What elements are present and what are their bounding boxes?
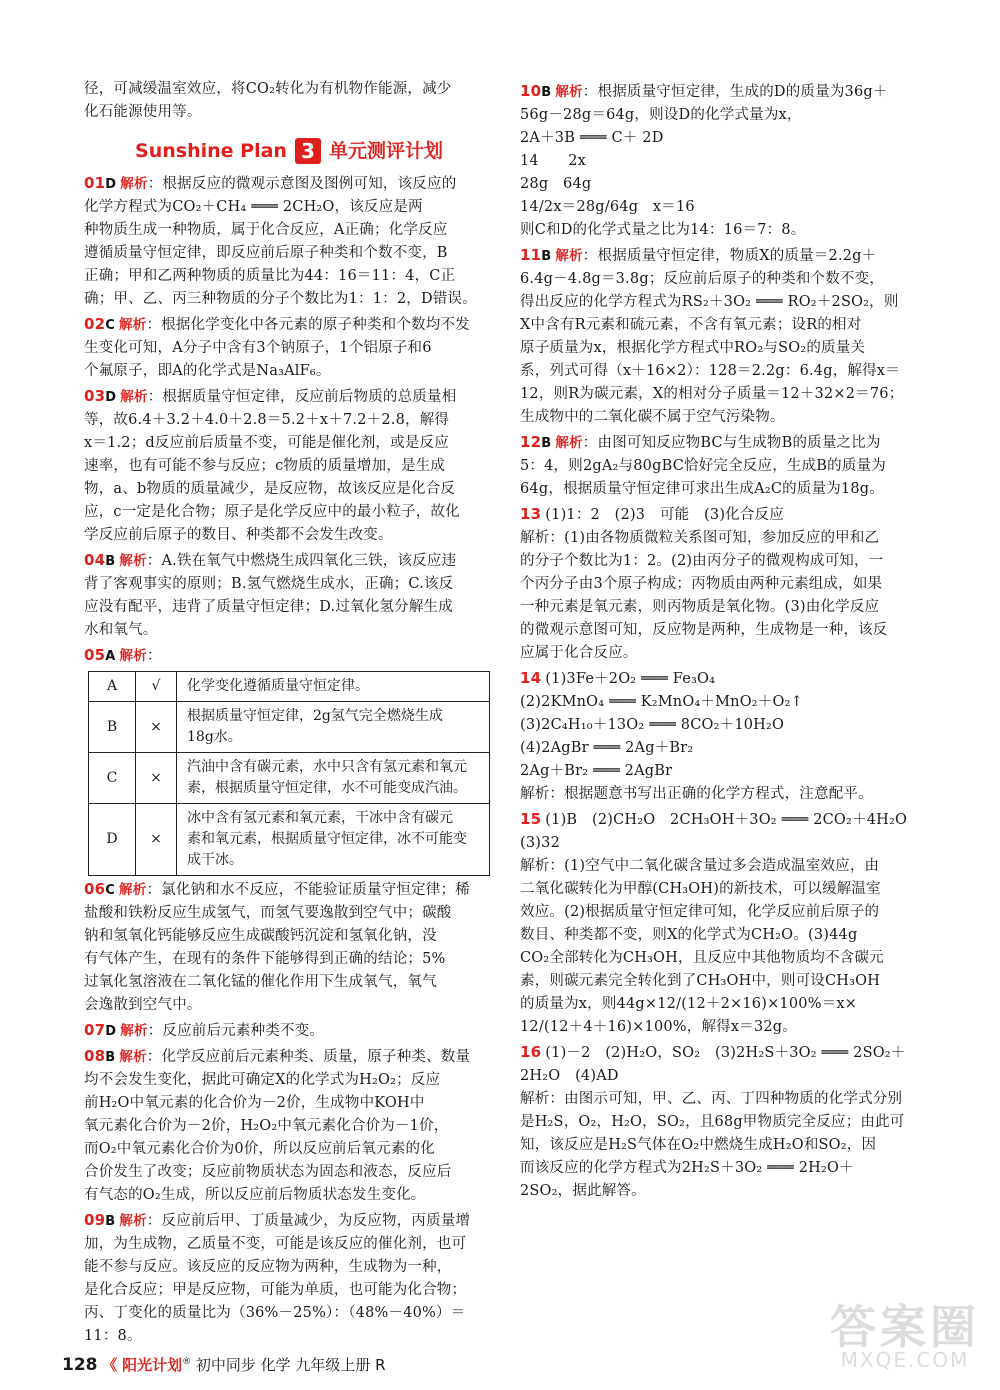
text-line: 化学变化遵循质量守恒定律。 — [187, 678, 369, 694]
table-row — [89, 804, 490, 876]
text-line: 2A＋3B ═══ C＋ 2D — [520, 130, 664, 146]
right-questions — [520, 80, 940, 1203]
analysis-label: 解析 — [119, 553, 147, 569]
question-number: 05 — [84, 646, 106, 664]
text-line: 2Ag＋Br₂ ═══ 2AgBr — [520, 763, 673, 779]
book-title: 初中同步 化学 九年级上册 R — [195, 1356, 386, 1374]
text-line: 14 2x — [520, 153, 587, 169]
text-line: 生成物中的二氧化碳不属于空气污染物。 — [520, 409, 785, 425]
text-line: 背了客观事实的原则；B.氢气燃烧生成水，正确；C.该反 — [84, 576, 454, 592]
question-head: 10B 解析：根据质量守恒定律，生成的D的质量为36g＋ — [520, 82, 888, 100]
question-number: 13 — [520, 505, 542, 523]
question-02 — [84, 313, 494, 383]
judgement-cell: × — [136, 804, 177, 876]
text-line: 5：4，则2gA₂与80gBC恰好完全反应，生成B的质量为 — [520, 458, 886, 474]
answer-letter: C — [105, 318, 116, 333]
text-line: 个氟原子，即A的化学式是Na₃AlF₆。 — [84, 363, 331, 379]
text-line: 丙、丁变化的质量比为（36%－25%）：（48%－40%）＝ — [84, 1305, 466, 1321]
analysis-label: 解析 — [119, 1049, 147, 1065]
question-11 — [520, 244, 940, 429]
text-line: 12/(12＋4＋16)×100%，解得x＝32g。 — [520, 1019, 797, 1035]
question-head: 11B 解析：根据质量守恒定律，物质X的质量＝2.2g＋ — [520, 246, 877, 264]
judgement-cell: × — [136, 702, 177, 753]
answer-letter: B — [105, 1214, 116, 1229]
text-line: 2SO₂，据此解答。 — [520, 1183, 646, 1199]
question-09 — [84, 1209, 494, 1348]
answer-letter: D — [105, 390, 117, 405]
text-line: 根据质量守恒定律，反应前后物质的总质量相 — [162, 389, 457, 405]
question-13 — [520, 503, 940, 665]
question-08 — [84, 1045, 494, 1207]
text-line: 6.4g－4.8g＝3.8g；反应前后原子的种类和个数不变， — [520, 271, 885, 287]
text-line: 个丙分子由3个原子构成；丙物质由两种元素组成，如果 — [520, 576, 883, 592]
question-number: 16 — [520, 1043, 542, 1061]
text-line: 根据质量守恒定律，2g氢气完全燃烧生成 — [187, 708, 443, 724]
left-questions — [84, 172, 494, 1348]
text-line: 12，则R为碳元素，X的相对分子质量＝12＋32×2＝76； — [520, 386, 904, 402]
watermark-logo: 答案圈 — [830, 1300, 980, 1354]
section-banner — [84, 132, 494, 170]
text-line: 根据化学变化中各元素的原子种类和个数均不发 — [161, 317, 470, 333]
text-line: 64g，根据质量守恒定律可求出生成A₂C的质量为18g。 — [520, 481, 884, 497]
question-head: 05A 解析： — [84, 646, 162, 664]
text-line: 而该反应的化学方程式为2H₂S＋3O₂ ═══ 2H₂O＋ — [520, 1160, 854, 1176]
text-line: 素，则碳元素完全转化到了CH₃OH中，则可设CH₃OH — [520, 973, 881, 989]
text-line: 的分子个数比为1：2。(2)由丙分子的微观构成可知，一 — [520, 553, 884, 569]
text-line: 均不会发生变化，据此可确定X的化学式为H₂O₂；反应 — [84, 1072, 441, 1088]
trademark: ® — [182, 1357, 192, 1367]
text-line: 而O₂中氧元素化合价为0价，所以反应前后氧元素的化 — [84, 1141, 435, 1157]
text-line: 一种元素是氧元素，则丙物质是氧化物。(3)由化学反应 — [520, 599, 880, 615]
option-cell: C — [89, 753, 136, 804]
question-05 — [84, 644, 494, 876]
text-line: 能不参与反应。该反应的反应物为两种，生成物为一种， — [84, 1259, 452, 1275]
text-line: 氧元素化合价为－2价，H₂O₂中氧元素化合价为－1价， — [84, 1118, 449, 1134]
question-number: 08 — [84, 1047, 106, 1065]
answer-letter: B — [105, 554, 116, 569]
judgement-cell: × — [136, 753, 177, 804]
text-line: 化石能源使用等。 — [84, 104, 202, 120]
text-line: (2)2KMnO₄ ═══ K₂MnO₄＋MnO₂＋O₂↑ — [520, 694, 803, 710]
question-head — [520, 503, 940, 527]
analysis-label: 解析 — [555, 435, 583, 451]
analysis-label: 解析 — [555, 248, 583, 264]
analysis-label: 解析 — [555, 84, 583, 100]
text-line: 56g－28g＝64g，则设D的化学式量为x， — [520, 107, 802, 123]
text-line: 正确；甲和乙两种物质的质量比为44：16＝11：4，C正 — [84, 268, 456, 284]
text-line: (1)－2 (2)H₂O，SO₂ (3)2H₂S＋3O₂ ═══ 2SO₂＋ — [545, 1045, 906, 1061]
text-line: 确；甲、乙、丙三种物质的分子个数比为1：1：2，D错误。 — [84, 291, 477, 307]
text-line: 盐酸和铁粉反应生成氢气，而氢气要逸散到空气中；碳酸 — [84, 905, 452, 921]
text-line: (1)1：2 (2)3 可能 (3)化合反应 — [545, 507, 784, 523]
text-line: 解析：(1)空气中二氧化碳含量过多会造成温室效应，由 — [520, 858, 880, 874]
question-16 — [520, 1041, 940, 1203]
question-number: 07 — [84, 1021, 106, 1039]
text-line: 素和氧元素，根据质量守恒定律，冰不可能变 — [187, 831, 467, 847]
text-line: 根据质量守恒定律，物质X的质量＝2.2g＋ — [597, 248, 877, 264]
text-line: 应属于化合反应。 — [520, 645, 638, 661]
text-line: X中含有R元素和硫元素，不含有氧元素；设R的相对 — [520, 317, 862, 333]
text-line: (3)2C₄H₁₀＋13O₂ ═══ 8CO₂＋10H₂O — [520, 717, 785, 733]
question-12 — [520, 431, 940, 501]
text-line: 水和氧气。 — [84, 622, 158, 638]
question-head — [520, 808, 940, 832]
analysis-label: 解析 — [119, 882, 147, 898]
text-line: 原子质量为x，根据化学方程式中RO₂与SO₂的质量关 — [520, 340, 866, 356]
question-number: 15 — [520, 810, 542, 828]
text-line: x＝1.2；d反应前后质量不变，可能是催化剂，或是反应 — [84, 435, 449, 451]
question-number: 12 — [520, 433, 542, 451]
question-number: 06 — [84, 880, 106, 898]
table-row — [89, 702, 490, 753]
text-line: 化学反应前后元素种类、质量，原子种类、数量 — [161, 1049, 471, 1065]
explanation-cell — [177, 672, 490, 702]
text-line: 二氧化碳转化为甲醇(CH₃OH)的新技术，可以缓解温室 — [520, 881, 881, 897]
text-line: 冰中含有氢元素和氧元素，干冰中含有碳元 — [187, 810, 453, 826]
option-cell: A — [89, 672, 136, 702]
answer-table — [88, 671, 490, 876]
text-line: 知，该反应是H₂S气体在O₂中燃烧生成H₂O和SO₂，因 — [520, 1137, 877, 1153]
analysis-label: 解析 — [120, 1023, 148, 1039]
answer-letter: D — [105, 1024, 117, 1039]
text-line: 物，a、b物质的质量减少，是反应物，故该反应是化合反 — [84, 481, 456, 497]
question-head: 07D 解析：反应前后元素种类不变。 — [84, 1021, 325, 1039]
question-number: 10 — [520, 82, 542, 100]
text-line: 素，根据质量守恒定律，水不可能变成汽油。 — [187, 780, 467, 796]
question-06 — [84, 878, 494, 1017]
text-line: 18g水。 — [187, 729, 242, 745]
explanation-cell — [177, 753, 490, 804]
text-line: 径，可减缓温室效应，将CO₂转化为有机物作能源，减少 — [84, 81, 452, 97]
answer-letter: D — [105, 177, 117, 192]
text-line: (3)32 — [520, 835, 560, 851]
banner-sunshine: Sunshine Plan — [135, 139, 287, 162]
text-line: 反应前后甲、丁质量减少，为反应物，丙质量增 — [161, 1213, 471, 1229]
text-line: 遵循质量守恒定律，即反应前后原子种类和个数不变，B — [84, 245, 448, 261]
question-number: 11 — [520, 246, 542, 264]
text-line: 种物质生成一种物质，属于化合反应，A正确；化学反应 — [84, 222, 448, 238]
text-line: 解析：由图示可知，甲、乙、丙、丁四种物质的化学式分别 — [520, 1091, 903, 1107]
text-line: 解析：根据题意书写出正确的化学方程式，注意配平。 — [520, 786, 873, 802]
question-head: 09B 解析：反应前后甲、丁质量减少，为反应物，丙质量增 — [84, 1211, 471, 1229]
watermark — [830, 1300, 980, 1372]
banner-number: 3 — [295, 138, 321, 164]
explanation-cell — [177, 702, 490, 753]
question-head: 01D 解析：根据反应的微观示意图及图例可知，该反应的 — [84, 174, 457, 192]
text-line: A.铁在氧气中燃烧生成四氧化三铁，该反应违 — [161, 553, 457, 569]
option-cell: B — [89, 702, 136, 753]
text-line: 的质量为x，则44g×12/(12＋2×16)×100%＝x× — [520, 996, 858, 1012]
text-line: 前H₂O中氧元素的化合价为－2价，生成物中KOH中 — [84, 1095, 425, 1111]
question-head: 08B 解析：化学反应前后元素种类、质量，原子种类、数量 — [84, 1047, 471, 1065]
explanation-cell — [177, 804, 490, 876]
text-line: 则C和D的化学式量之比为14：16＝7：8。 — [520, 222, 806, 238]
text-line: 汽油中含有碳元素，水中只含有氢元素和氧元 — [187, 759, 467, 775]
question-01 — [84, 172, 494, 311]
question-number: 09 — [84, 1211, 106, 1229]
answer-letter: B — [541, 436, 552, 451]
text-line: 是化合反应；甲是反应物，可能为单质，也可能为化合物； — [84, 1282, 467, 1298]
judgement-cell: √ — [136, 672, 177, 702]
text-line: 28g 64g — [520, 176, 592, 192]
option-cell: D — [89, 804, 136, 876]
left-column — [84, 78, 494, 1348]
table-row — [89, 753, 490, 804]
question-number: 14 — [520, 669, 542, 687]
question-07 — [84, 1019, 494, 1043]
question-10 — [520, 80, 940, 242]
page-number: 128 — [62, 1355, 98, 1375]
text-line: (4)2AgBr ═══ 2Ag＋Br₂ — [520, 740, 694, 756]
text-line: 加，为生成物，乙质量不变，可能是该反应的催化剂，也可 — [84, 1236, 467, 1252]
text-line: 11：8。 — [84, 1328, 142, 1344]
text-line: 成干冰。 — [187, 852, 243, 868]
text-line: 过氧化氢溶液在二氧化锰的催化作用下生成氧气，氧气 — [84, 974, 437, 990]
question-head — [520, 667, 940, 691]
answer-letter: B — [541, 249, 552, 264]
text-line: 合价发生了改变；反应前物质状态为固态和液态，反应后 — [84, 1164, 452, 1180]
text-line: 得出反应的化学方程式为RS₂＋3O₂ ═══ RO₂＋2SO₂，则 — [520, 294, 899, 310]
question-head — [520, 1041, 940, 1065]
question-head: 02C 解析：根据化学变化中各元素的原子种类和个数均不发 — [84, 315, 470, 333]
question-03 — [84, 385, 494, 547]
question-15 — [520, 808, 940, 1039]
question-number: 02 — [84, 315, 106, 333]
brand-name: 阳光计划 — [122, 1356, 183, 1374]
question-number: 03 — [84, 387, 106, 405]
analysis-label: 解析 — [120, 389, 148, 405]
text-line: 效应。(2)根据质量守恒定律可知，化学反应前后原子的 — [520, 904, 880, 920]
answer-letter: B — [105, 1050, 116, 1065]
text-line: 根据质量守恒定律，生成的D的质量为36g＋ — [597, 84, 888, 100]
question-head: 03D 解析：根据质量守恒定律，反应前后物质的总质量相 — [84, 387, 457, 405]
text-line: 钠和氢氧化钙能够反应生成碳酸钙沉淀和氢氧化钠，没 — [84, 928, 437, 944]
text-line: 氯化钠和水不反应，不能验证质量守恒定律；稀 — [161, 882, 470, 898]
question-number: 04 — [84, 551, 106, 569]
analysis-label: 解析 — [119, 1213, 147, 1229]
text-line: 系，列式可得（x＋16×2）：128＝2.2g：6.4g，解得x＝ — [520, 363, 900, 379]
text-line: 速率，也有可能不参与反应；c物质的质量增加，是生成 — [84, 458, 446, 474]
question-head: 12B 解析：由图可知反应物BC与生成物B的质量之比为 — [520, 433, 881, 451]
answer-letter: A — [105, 649, 116, 664]
question-14 — [520, 667, 940, 806]
text-line: 学反应前后原子的数目、种类都不会发生改变。 — [84, 527, 393, 543]
text-line: 解析：(1)由各物质微粒关系图可知，参加反应的甲和乙 — [520, 530, 880, 546]
question-head: 06C 解析：氯化钠和水不反应，不能验证质量守恒定律；稀 — [84, 880, 470, 898]
text-line: 应，c一定是化合物；原子是化学反应中的最小粒子，故化 — [84, 504, 460, 520]
text-line: CO₂全部转化为CH₃OH，且反应中其他物质均不含碳元 — [520, 950, 884, 966]
text-line: 2H₂O (4)AD — [520, 1068, 619, 1084]
text-line: 是H₂S，O₂，H₂O，SO₂，且68g甲物质完全反应；由此可 — [520, 1114, 905, 1130]
page-footer — [62, 1354, 386, 1375]
text-line: 根据反应的微观示意图及图例可知，该反应的 — [162, 176, 457, 192]
answer-letter: B — [541, 85, 552, 100]
text-line: 生变化可知，A分子中含有3个钠原子，1个铝原子和6 — [84, 340, 432, 356]
question-head: 04B 解析：A.铁在氧气中燃烧生成四氧化三铁，该反应违 — [84, 551, 457, 569]
analysis-label: 解析 — [119, 317, 147, 333]
question-number: 01 — [84, 174, 106, 192]
table-row — [89, 672, 490, 702]
chevron-icon: 《 — [102, 1356, 118, 1374]
right-column — [520, 78, 940, 1203]
text-line: 有气体产生，在现有的条件下能够得到正确的结论；5% — [84, 951, 446, 967]
text-line: 化学方程式为CO₂＋CH₄ ═══ 2CH₂O，该反应是两 — [84, 199, 423, 215]
answer-letter: C — [105, 883, 116, 898]
analysis-label: 解析 — [120, 176, 148, 192]
text-line: (1)3Fe＋2O₂ ═══ Fe₃O₄ — [545, 671, 716, 687]
text-line: 的微观示意图可知，反应物是两种，生成物是一种，该反 — [520, 622, 888, 638]
question-04 — [84, 549, 494, 642]
analysis-label: 解析 — [119, 648, 147, 664]
text-line: 会逸散到空气中。 — [84, 997, 202, 1013]
text-line: (1)B (2)CH₂O 2CH₃OH＋3O₂ ═══ 2CO₂＋4H₂O — [545, 812, 908, 828]
watermark-url: MXQE.COM — [840, 1348, 970, 1372]
text-line: 由图可知反应物BC与生成物B的质量之比为 — [597, 435, 881, 451]
text-line: 应没有配平，违背了质量守恒定律；D.过氧化氢分解生成 — [84, 599, 453, 615]
text-line: 有气态的O₂生成，所以反应前后物质状态发生变化。 — [84, 1187, 426, 1203]
text-line: 反应前后元素种类不变。 — [162, 1023, 325, 1039]
text-line: 14/2x＝28g/64g x＝16 — [520, 199, 695, 215]
text-line: 数目、种类都不变，则X的化学式为CH₂O。(3)44g — [520, 927, 858, 943]
text-line: 等，故6.4＋3.2＋4.0＋2.8＝5.2＋x＋7.2＋2.8，解得 — [84, 412, 450, 428]
banner-title: 单元测评计划 — [328, 139, 443, 162]
